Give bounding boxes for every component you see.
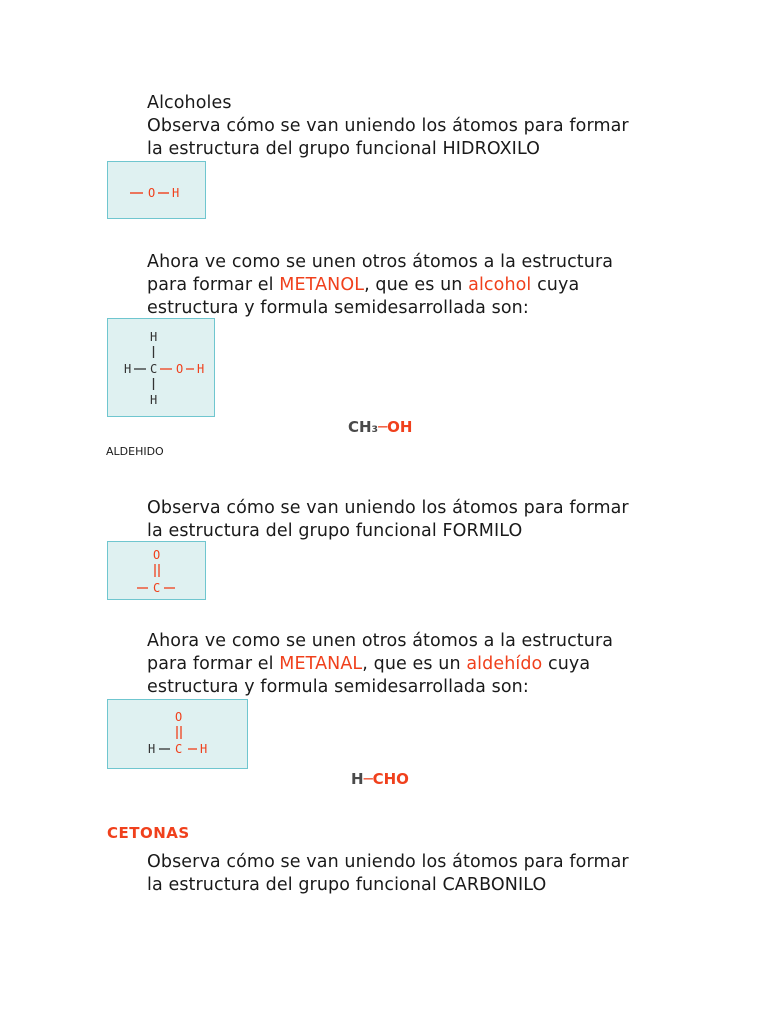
section-aldehido-methanal-text	[147, 630, 707, 699]
text-fragment: cuya	[542, 654, 591, 674]
intro-line: Observa cómo se van uniendo los átomos para formar	[147, 852, 629, 872]
intro-line: Observa cómo se van uniendo los átomos para formar	[147, 498, 629, 518]
formula-bond: ─	[363, 770, 373, 788]
text-line: Ahora ve como se unen otros átomos a la estructura	[147, 252, 614, 272]
formula-fragment: H	[351, 770, 364, 788]
text-fragment: , que es un	[362, 654, 467, 674]
text-line	[147, 274, 707, 297]
atom-o: O	[175, 710, 183, 724]
text-line: Ahora ve como se unen otros átomos a la estructura	[147, 631, 614, 651]
atom-c: C	[150, 362, 158, 376]
atom-h-right: H	[197, 362, 205, 376]
methanol-structure-figure	[107, 318, 215, 417]
intro-line: la estructura del grupo funcional FORMILO	[147, 521, 523, 541]
intro-line: la estructura del grupo funcional CARBONILO	[147, 875, 547, 895]
aldehido-label: ALDEHIDO	[106, 445, 164, 458]
text-fragment: para formar el	[147, 654, 280, 674]
atom-o: O	[176, 362, 184, 376]
formyl-oxygen-atom: O	[153, 548, 161, 562]
formula-fragment: CH₃	[348, 418, 379, 436]
text-line: estructura y formula semidesarrollada son:	[147, 677, 529, 697]
methanal-semidesarrollada-formula	[351, 770, 409, 788]
text-fragment: cuya	[531, 275, 580, 295]
compound-class-alcohol: alcohol	[468, 275, 532, 295]
hydroxyl-structure-figure	[107, 161, 206, 219]
methanal-structure-figure	[107, 699, 248, 769]
text-line	[147, 653, 707, 676]
formyl-structure-figure	[107, 541, 206, 600]
section-heading-cetonas: CETONAS	[107, 824, 190, 842]
intro-line: Observa cómo se van uniendo los átomos para formar	[147, 116, 629, 136]
section-aldehido-intro	[147, 497, 707, 543]
atom-h-top: H	[150, 330, 158, 344]
atom-h-bottom: H	[150, 393, 158, 407]
section-title-alcoholes: Alcoholes	[147, 93, 232, 113]
formyl-carbon-atom: C	[153, 581, 161, 595]
hydroxyl-hydrogen-atom: H	[172, 186, 180, 200]
formula-fragment: CHO	[372, 770, 409, 788]
atom-h-left: H	[124, 362, 132, 376]
compound-class-aldehido: aldehído	[466, 654, 543, 674]
section-alcoholes-intro	[147, 92, 707, 161]
compound-name-metanal: METANAL	[279, 654, 363, 674]
text-fragment: para formar el	[147, 275, 280, 295]
section-alcoholes-methanol-text	[147, 251, 707, 320]
intro-line: la estructura del grupo funcional HIDROXILO	[147, 139, 541, 159]
text-fragment: , que es un	[364, 275, 469, 295]
section-cetonas-intro	[147, 851, 707, 897]
formula-fragment: OH	[387, 418, 413, 436]
atom-c: C	[175, 742, 183, 756]
text-line: estructura y formula semidesarrollada son:	[147, 298, 529, 318]
methanol-semidesarrollada-formula	[348, 418, 412, 436]
atom-h-left: H	[148, 742, 156, 756]
hydroxyl-oxygen-atom: O	[148, 186, 156, 200]
atom-h-right: H	[200, 742, 208, 756]
compound-name-metanol: METANOL	[279, 275, 365, 295]
formula-bond: ─	[378, 418, 388, 436]
